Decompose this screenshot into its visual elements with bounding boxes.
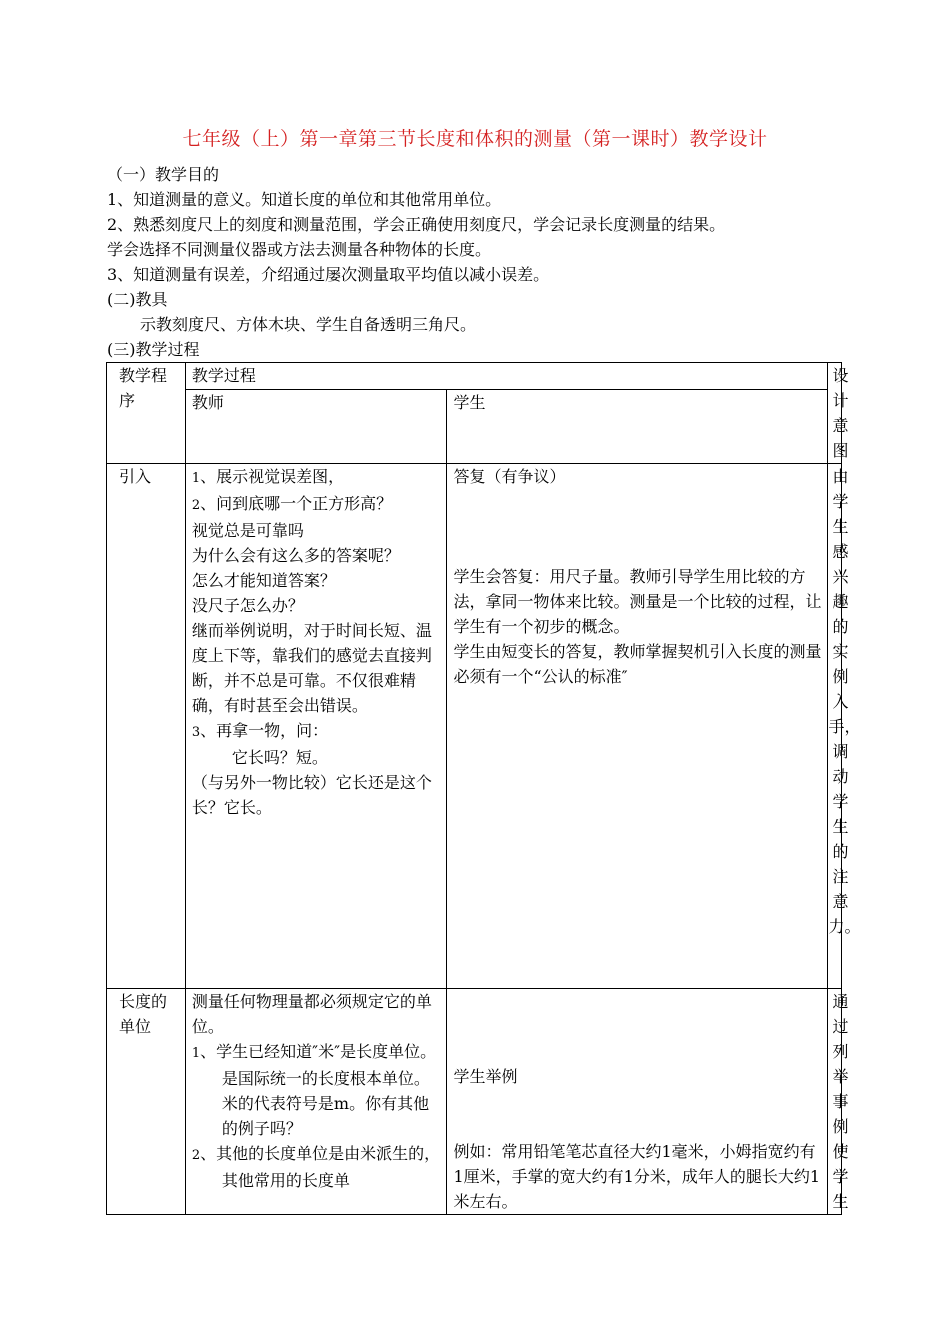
row1-t8-num: 3 (191, 725, 201, 740)
row2-t2: 、学生已经知道″米″是长度单位。是国际统一的长度根本单位。米的代表符号是m。你有其他的例子吗？ (200, 1042, 437, 1138)
header-student (447, 389, 828, 463)
table-row-intro (107, 464, 842, 989)
row2-t2-num: 1 (191, 1046, 201, 1061)
row1-t3: 视觉总是可靠吗 (191, 521, 304, 540)
row1-t7: 继而举例说明，对于时间长短、温度上下等，靠我们的感觉去直接判断，并不总是可靠。不仅很难精确，有时甚至会出错误。 (191, 621, 432, 715)
header-student-text: 学生 (453, 392, 486, 412)
objective-2b: 学会选择不同测量仪器或方法去测量各种物体的长度。 (107, 240, 492, 259)
row2-s2: 例如：常用铅笔笔芯直径大约1毫米，小姆指宽约有1厘米，手掌的宽大约有1分米，成年人的腿长大约1米左右。 (453, 1142, 821, 1211)
objective-2a: 2、熟悉刻度尺上的刻度和测量范围，学会正确使用刻度尺，学会记录长度测量的结果。 (107, 215, 726, 234)
header-teacher (185, 389, 447, 463)
row1-s1: 答复（有争议） (453, 467, 566, 486)
row2-s1: 学生举例 (453, 1067, 518, 1086)
row1-label (107, 464, 186, 989)
row2-t1: 测量任何物理量都必须规定它的单位。 (191, 992, 432, 1036)
row2-design (828, 989, 849, 1215)
header-program-text: 教学程序 (119, 366, 168, 410)
row2-teacher (185, 989, 447, 1215)
header-design (828, 363, 849, 464)
row2-t3: 、其他的长度单位是由米派生的，其他常用的长度单 (200, 1144, 441, 1190)
row1-t1: 、展示视觉误差图， (200, 467, 345, 486)
row1-design-text: 由学生感兴趣的实例入手，调动学生的注意力。 (828, 467, 861, 936)
process-heading: (三)教学过程 (107, 340, 200, 359)
objective-3: 3、知道测量有误差，介绍通过屡次测量取平均值以减小误差。 (107, 265, 550, 284)
header-process (185, 363, 828, 390)
tools-list: 示教刻度尺、方体木块、学生自备透明三角尺。 (140, 315, 477, 334)
row2-label-text: 长度的单位 (119, 992, 168, 1036)
header-process-text: 教学过程 (191, 366, 256, 385)
header-teacher-text: 教师 (191, 392, 224, 412)
row1-teacher-8 (192, 718, 441, 745)
row1-student (447, 464, 828, 989)
tools-heading: (二)教具 (107, 290, 168, 309)
row1-teacher-2 (192, 491, 441, 518)
row2-t3-num: 2 (191, 1148, 201, 1163)
row1-s2: 学生会答复：用尺子量。教师引导学生用比较的方法，拿同一物体来比较。测量是一个比较的过程，让学生有一个初步的概念。 (453, 567, 822, 636)
row1-t4: 为什么会有这么多的答案呢？ (191, 546, 400, 565)
table-row-units (107, 989, 842, 1215)
objectives-heading: （一）教学目的 (107, 165, 220, 184)
row1-t1-num: 1 (191, 471, 201, 486)
document-title: 七年级（上）第一章第三节长度和体积的测量（第一课时）教学设计 (182, 128, 768, 150)
row1-t5: 怎么才能知道答案？ (191, 571, 336, 590)
row2-student (447, 989, 828, 1215)
row1-teacher-1 (192, 464, 441, 491)
row1-label-text: 引入 (119, 467, 152, 486)
row1-t9: 它长吗？短。 (231, 748, 328, 767)
row2-label (107, 989, 186, 1215)
header-design-text: 设计意图 (832, 366, 849, 460)
row1-t2: 、问到底哪一个正方形高？ (200, 494, 393, 513)
objective-1: 1、知道测量的意义。知道长度的单位和其他常用单位。 (107, 190, 502, 209)
row1-t10: （与另外一物比较）它长还是这个长？它长。 (191, 773, 432, 817)
teaching-process-table (106, 362, 861, 1215)
row1-t8: 、再拿一物，问： (200, 721, 329, 740)
row1-t2-num: 2 (191, 498, 201, 513)
row1-s3: 学生由短变长的答复，教师掌握契机引入长度的测量必须有一个“公认的标准″ (453, 642, 822, 686)
row1-teacher (185, 464, 447, 989)
row2-teacher-3 (192, 1141, 441, 1193)
row2-teacher-2 (192, 1039, 441, 1141)
row1-design (828, 464, 861, 989)
row1-t6: 没尺子怎么办？ (191, 596, 304, 615)
row2-design-text: 通过列举事例使学生 (832, 992, 849, 1211)
header-program (107, 363, 186, 464)
